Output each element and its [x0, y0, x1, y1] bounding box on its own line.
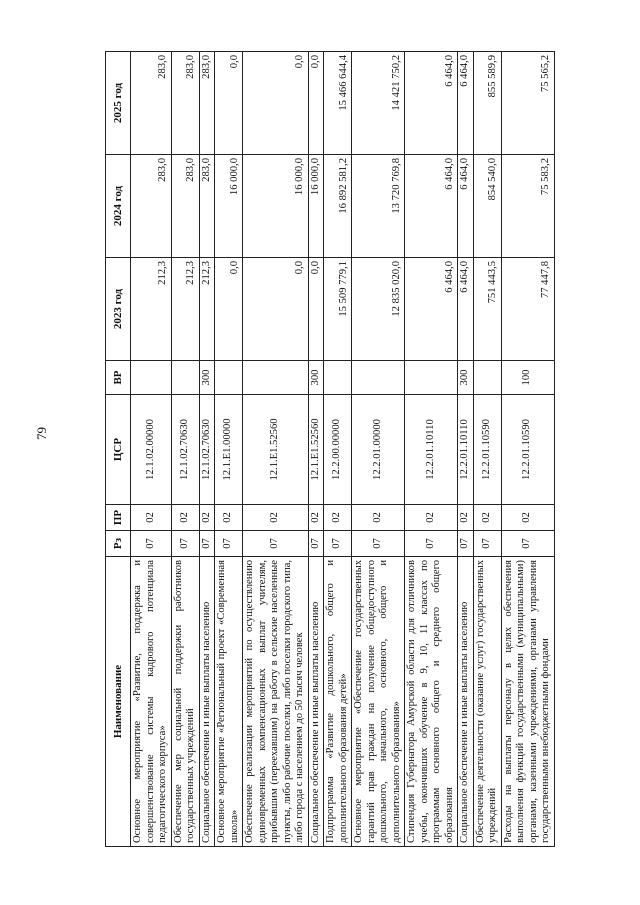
- cell-rz: 07: [324, 531, 352, 557]
- cell-2023: 212,3: [131, 258, 172, 361]
- header-rz: Рз: [106, 531, 131, 557]
- cell-2024: 6 464,0: [458, 155, 474, 258]
- cell-vr: [324, 361, 352, 395]
- cell-name: Расходы на выплаты персоналу в целях обеспечения выполнения функций государственными (муниципальными) органами, казенными учреждениями, органами управления государственными внебюджетными фондами: [501, 557, 554, 847]
- cell-name: Основное мероприятие «Развитие, поддержка и совершенствование системы кадрового потенциала педагогического корпуса»: [131, 557, 172, 847]
- table-row: [352, 52, 405, 847]
- cell-2023: 751 443,5: [473, 258, 501, 361]
- cell-pr: 02: [405, 505, 458, 531]
- cell-vr: 300: [199, 361, 215, 395]
- cell-rz: 07: [199, 531, 215, 557]
- table-row: [131, 52, 172, 847]
- cell-2023: 0,0: [308, 258, 324, 361]
- cell-rz: 07: [215, 531, 243, 557]
- cell-rz: 07: [308, 531, 324, 557]
- cell-vr: [131, 361, 172, 395]
- cell-rz: 07: [131, 531, 172, 557]
- cell-2025: 283,0: [171, 52, 199, 155]
- cell-2025: 14 421 750,2: [352, 52, 405, 155]
- cell-name: Подпрограмма «Развитие дошкольного, общего и дополнительного образования детей»: [324, 557, 352, 847]
- header-pr: ПР: [106, 505, 131, 531]
- cell-name: Обеспечение деятельности (оказание услуг) государственных учреждений: [473, 557, 501, 847]
- budget-table: [105, 51, 555, 847]
- cell-rz: 07: [458, 531, 474, 557]
- cell-pr: 02: [458, 505, 474, 531]
- cell-2024: 6 464,0: [405, 155, 458, 258]
- cell-pr: 02: [215, 505, 243, 531]
- page-number: 79: [34, 427, 49, 440]
- cell-csr: 12.2.00.00000: [324, 395, 352, 505]
- cell-2023: 12 835 020,0: [352, 258, 405, 361]
- cell-csr: 12.1.E1.52560: [243, 395, 309, 505]
- table-row: [405, 52, 458, 847]
- cell-pr: 02: [473, 505, 501, 531]
- cell-vr: [243, 361, 309, 395]
- cell-vr: [171, 361, 199, 395]
- cell-pr: 02: [352, 505, 405, 531]
- table-row: [215, 52, 243, 847]
- cell-rz: 07: [473, 531, 501, 557]
- cell-2024: 854 540,0: [473, 155, 501, 258]
- cell-csr: 12.1.02.70630: [199, 395, 215, 505]
- cell-rz: 07: [171, 531, 199, 557]
- cell-pr: 02: [199, 505, 215, 531]
- budget-table-sheet: [105, 52, 555, 847]
- cell-pr: 02: [131, 505, 172, 531]
- cell-csr: 12.1.E1.00000: [215, 395, 243, 505]
- cell-pr: 02: [308, 505, 324, 531]
- cell-csr: 12.2.01.10110: [458, 395, 474, 505]
- cell-pr: 02: [243, 505, 309, 531]
- table-row: [308, 52, 324, 847]
- cell-csr: 12.1.02.70630: [171, 395, 199, 505]
- cell-name: Социальное обеспечение и иные выплаты населению: [458, 557, 474, 847]
- cell-name: Социальное обеспечение и иные выплаты населению: [199, 557, 215, 847]
- cell-rz: 07: [243, 531, 309, 557]
- cell-pr: 02: [501, 505, 554, 531]
- cell-2023: 212,3: [171, 258, 199, 361]
- cell-2024: 16 000,0: [243, 155, 309, 258]
- cell-2025: 75 565,2: [501, 52, 554, 155]
- cell-csr: 12.2.01.10590: [473, 395, 501, 505]
- cell-vr: 100: [501, 361, 554, 395]
- cell-vr: [352, 361, 405, 395]
- cell-2023: 77 447,8: [501, 258, 554, 361]
- cell-vr: [405, 361, 458, 395]
- cell-2023: 0,0: [243, 258, 309, 361]
- header-vr: ВР: [106, 361, 131, 395]
- cell-2024: 16 000,0: [308, 155, 324, 258]
- cell-2023: 6 464,0: [405, 258, 458, 361]
- cell-2025: 855 589,9: [473, 52, 501, 155]
- cell-vr: 300: [458, 361, 474, 395]
- cell-rz: 07: [352, 531, 405, 557]
- cell-csr: 12.2.01.10110: [405, 395, 458, 505]
- cell-name: Стипендия Губернатора Амурской области для отличников учебы, окончивших обучение в 9, 10, 11 классах по программам основного общего и среднего общего образования: [405, 557, 458, 847]
- cell-rz: 07: [501, 531, 554, 557]
- cell-vr: [215, 361, 243, 395]
- table-row: [473, 52, 501, 847]
- cell-2025: 15 466 644,4: [324, 52, 352, 155]
- cell-2025: 283,0: [199, 52, 215, 155]
- cell-2024: 283,0: [171, 155, 199, 258]
- table-row: [199, 52, 215, 847]
- header-2024: 2024 год: [106, 155, 131, 258]
- cell-2025: 0,0: [243, 52, 309, 155]
- header-2023: 2023 год: [106, 258, 131, 361]
- cell-2023: 6 464,0: [458, 258, 474, 361]
- cell-2024: 13 720 769,8: [352, 155, 405, 258]
- cell-name: Основное мероприятие «Обеспечение государственных гарантий прав граждан на получение общедоступного дошкольного, начального, основного, общего и дополнительного образования»: [352, 557, 405, 847]
- cell-name: Обеспечение мер социальной поддержки работников государственных учреждений: [171, 557, 199, 847]
- cell-2025: 0,0: [215, 52, 243, 155]
- cell-csr: 12.1.02.00000: [131, 395, 172, 505]
- cell-2025: 0,0: [308, 52, 324, 155]
- header-2025: 2025 год: [106, 52, 131, 155]
- cell-2025: 6 464,0: [458, 52, 474, 155]
- cell-2024: 283,0: [199, 155, 215, 258]
- cell-2023: 0,0: [215, 258, 243, 361]
- cell-vr: [473, 361, 501, 395]
- cell-2025: 283,0: [131, 52, 172, 155]
- cell-2024: 283,0: [131, 155, 172, 258]
- table-row: [458, 52, 474, 847]
- table-row: [171, 52, 199, 847]
- cell-2024: 16 892 581,2: [324, 155, 352, 258]
- cell-name: Социальное обеспечение и иные выплаты населению: [308, 557, 324, 847]
- cell-2024: 16 000,0: [215, 155, 243, 258]
- header-csr: ЦСР: [106, 395, 131, 505]
- cell-2025: 6 464,0: [405, 52, 458, 155]
- cell-name: Обеспечение реализации мероприятий по осуществлению единовременных компенсационных выплат учителям, прибывшим (переехавшим) на работу в сельские населенные пункты, либо рабочие поселки, либо поселки городского типа, либо города с населением до 50 тысяч человек: [243, 557, 309, 847]
- cell-2024: 75 583,2: [501, 155, 554, 258]
- cell-csr: 12.2.01.10590: [501, 395, 554, 505]
- table-row: [243, 52, 309, 847]
- cell-csr: 12.1.E1.52560: [308, 395, 324, 505]
- cell-pr: 02: [324, 505, 352, 531]
- cell-vr: 300: [308, 361, 324, 395]
- cell-csr: 12.2.01.00000: [352, 395, 405, 505]
- table-header-row: [106, 52, 131, 847]
- cell-pr: 02: [171, 505, 199, 531]
- cell-name: Основное мероприятие «Региональный проект «Современная школа»: [215, 557, 243, 847]
- header-name: Наименование: [106, 557, 131, 847]
- cell-rz: 07: [405, 531, 458, 557]
- table-row: [324, 52, 352, 847]
- cell-2023: 212,3: [199, 258, 215, 361]
- table-row: [501, 52, 554, 847]
- cell-2023: 15 509 779,1: [324, 258, 352, 361]
